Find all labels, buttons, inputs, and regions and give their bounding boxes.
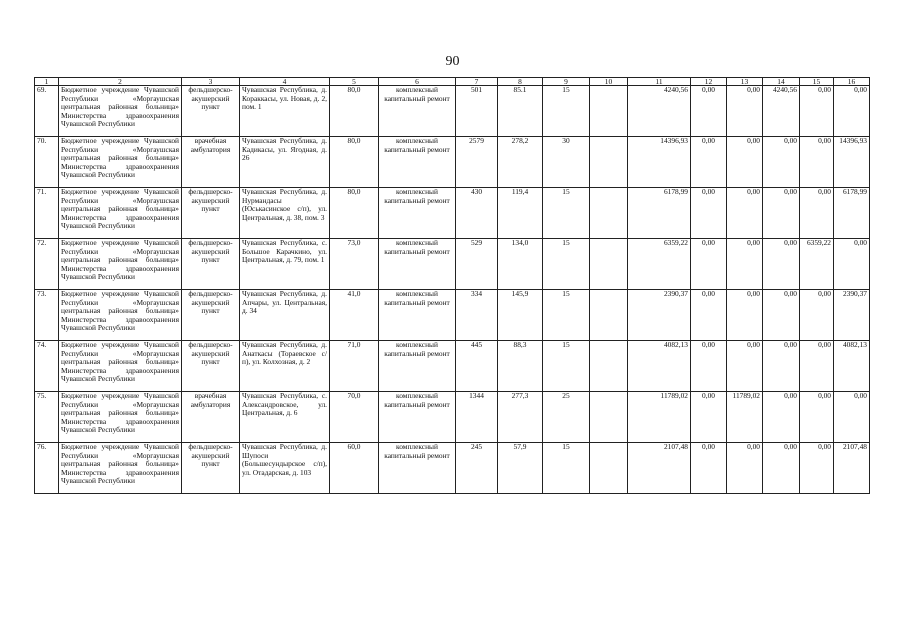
address-cell: Чувашская Республика, с. Большое Карачкино, ул. Центральная, д. 79, пом. 1 — [240, 239, 330, 290]
facility-type-cell: фельдшерско-акушерский пункт — [182, 86, 240, 137]
row-number: 71. — [35, 188, 59, 239]
work-type-cell: комплексный капитальный ремонт — [379, 392, 456, 443]
col16-cell: 0,00 — [834, 86, 870, 137]
column-header: 10 — [590, 78, 628, 86]
column-header: 9 — [543, 78, 590, 86]
col5-cell: 80,0 — [330, 86, 379, 137]
organization-cell: Бюджетное учреждение Чувашской Республики «Моргаушская центральная районная больница» Министерства здравоохранения Чувашской Республики — [59, 341, 182, 392]
table-row — [35, 239, 870, 290]
col16-cell: 2390,37 — [834, 290, 870, 341]
row-number: 75. — [35, 392, 59, 443]
col11-cell: 6178,99 — [628, 188, 691, 239]
col8-cell: 85.1 — [498, 86, 543, 137]
row-number: 69. — [35, 86, 59, 137]
table-body — [35, 86, 870, 494]
organization-cell: Бюджетное учреждение Чувашской Республики «Моргаушская центральная районная больница» Министерства здравоохранения Чувашской Республики — [59, 239, 182, 290]
col5-cell: 60,0 — [330, 443, 379, 494]
col16-cell: 6178,99 — [834, 188, 870, 239]
column-header: 5 — [330, 78, 379, 86]
col14-cell: 0,00 — [763, 239, 800, 290]
column-header: 13 — [727, 78, 763, 86]
column-header: 15 — [800, 78, 834, 86]
organization-cell: Бюджетное учреждение Чувашской Республики «Моргаушская центральная районная больница» Министерства здравоохранения Чувашской Республики — [59, 290, 182, 341]
row-number: 76. — [35, 443, 59, 494]
column-header: 16 — [834, 78, 870, 86]
col11-cell: 4240,56 — [628, 86, 691, 137]
col13-cell: 0,00 — [727, 239, 763, 290]
col14-cell: 0,00 — [763, 341, 800, 392]
col9-cell: 15 — [543, 341, 590, 392]
col10-cell — [590, 239, 628, 290]
col8-cell: 145,9 — [498, 290, 543, 341]
col5-cell: 80,0 — [330, 137, 379, 188]
col15-cell: 6359,22 — [800, 239, 834, 290]
col8-cell: 134,0 — [498, 239, 543, 290]
col14-cell: 4240,56 — [763, 86, 800, 137]
col8-cell: 278,2 — [498, 137, 543, 188]
row-number: 70. — [35, 137, 59, 188]
column-header: 4 — [240, 78, 330, 86]
col16-cell: 14396,93 — [834, 137, 870, 188]
work-type-cell: комплексный капитальный ремонт — [379, 443, 456, 494]
col14-cell: 0,00 — [763, 392, 800, 443]
col5-cell: 70,0 — [330, 392, 379, 443]
column-header: 7 — [456, 78, 498, 86]
col12-cell: 0,00 — [691, 290, 727, 341]
column-header: 3 — [182, 78, 240, 86]
facility-type-cell: врачебная амбулатория — [182, 392, 240, 443]
column-header: 2 — [59, 78, 182, 86]
col13-cell: 0,00 — [727, 341, 763, 392]
col14-cell: 0,00 — [763, 443, 800, 494]
address-cell: Чувашская Республика, д. Кораккасы, ул. Новая, д. 2, пом. 1 — [240, 86, 330, 137]
col7-cell: 445 — [456, 341, 498, 392]
col15-cell: 0,00 — [800, 188, 834, 239]
table-row — [35, 443, 870, 494]
row-number: 72. — [35, 239, 59, 290]
col5-cell: 41,0 — [330, 290, 379, 341]
page-number: 90 — [445, 54, 460, 69]
facility-type-cell: фельдшерско-акушерский пункт — [182, 341, 240, 392]
col11-cell: 2107,48 — [628, 443, 691, 494]
col16-cell: 0,00 — [834, 392, 870, 443]
column-header: 1 — [35, 78, 59, 86]
organization-cell: Бюджетное учреждение Чувашской Республики «Моргаушская центральная районная больница» Министерства здравоохранения Чувашской Республики — [59, 188, 182, 239]
work-type-cell: комплексный капитальный ремонт — [379, 86, 456, 137]
col14-cell: 0,00 — [763, 290, 800, 341]
col9-cell: 15 — [543, 239, 590, 290]
col11-cell: 2390,37 — [628, 290, 691, 341]
col13-cell: 0,00 — [727, 290, 763, 341]
col10-cell — [590, 443, 628, 494]
col10-cell — [590, 341, 628, 392]
col12-cell: 0,00 — [691, 239, 727, 290]
table-row — [35, 188, 870, 239]
table-header — [35, 78, 870, 86]
facility-type-cell: врачебная амбулатория — [182, 137, 240, 188]
row-number: 73. — [35, 290, 59, 341]
work-type-cell: комплексный капитальный ремонт — [379, 341, 456, 392]
organization-cell: Бюджетное учреждение Чувашской Республики «Моргаушская центральная районная больница» Министерства здравоохранения Чувашской Республики — [59, 443, 182, 494]
col7-cell: 245 — [456, 443, 498, 494]
address-cell: Чувашская Республика, д. Апчары, ул. Центральная, д. 34 — [240, 290, 330, 341]
facility-type-cell: фельдшерско-акушерский пункт — [182, 290, 240, 341]
col5-cell: 71,0 — [330, 341, 379, 392]
organization-cell: Бюджетное учреждение Чувашской Республики «Моргаушская центральная районная больница» Министерства здравоохранения Чувашской Республики — [59, 137, 182, 188]
col7-cell: 334 — [456, 290, 498, 341]
col12-cell: 0,00 — [691, 188, 727, 239]
organization-cell: Бюджетное учреждение Чувашской Республики «Моргаушская центральная районная больница» Министерства здравоохранения Чувашской Республики — [59, 392, 182, 443]
work-type-cell: комплексный капитальный ремонт — [379, 239, 456, 290]
facility-table — [34, 77, 870, 494]
address-cell: Чувашская Республика, д. Анаткасы (Тораевское с/п), ул. Колхозная, д. 2 — [240, 341, 330, 392]
col12-cell: 0,00 — [691, 392, 727, 443]
column-header: 8 — [498, 78, 543, 86]
col16-cell: 2107,48 — [834, 443, 870, 494]
col5-cell: 73,0 — [330, 239, 379, 290]
col15-cell: 0,00 — [800, 137, 834, 188]
column-header: 14 — [763, 78, 800, 86]
col16-cell: 0,00 — [834, 239, 870, 290]
col15-cell: 0,00 — [800, 290, 834, 341]
col16-cell: 4082,13 — [834, 341, 870, 392]
column-header: 12 — [691, 78, 727, 86]
address-cell: Чувашская Республика, д. Шупоси (Большесундырское с/п), ул. Отадарская, д. 103 — [240, 443, 330, 494]
col11-cell: 6359,22 — [628, 239, 691, 290]
col12-cell: 0,00 — [691, 341, 727, 392]
col11-cell: 11789,02 — [628, 392, 691, 443]
col10-cell — [590, 188, 628, 239]
row-number: 74. — [35, 341, 59, 392]
col7-cell: 1344 — [456, 392, 498, 443]
address-cell: Чувашская Республика, д. Нурмандасы (Юськасинское с/п), ул. Центральная, д. 38, пом. 3 — [240, 188, 330, 239]
col7-cell: 501 — [456, 86, 498, 137]
col13-cell: 11789,02 — [727, 392, 763, 443]
col9-cell: 15 — [543, 290, 590, 341]
col9-cell: 15 — [543, 188, 590, 239]
col5-cell: 80,0 — [330, 188, 379, 239]
column-header: 11 — [628, 78, 691, 86]
col7-cell: 529 — [456, 239, 498, 290]
table-row — [35, 341, 870, 392]
col7-cell: 430 — [456, 188, 498, 239]
col13-cell: 0,00 — [727, 443, 763, 494]
col8-cell: 277,3 — [498, 392, 543, 443]
col10-cell — [590, 290, 628, 341]
col12-cell: 0,00 — [691, 86, 727, 137]
col7-cell: 2579 — [456, 137, 498, 188]
table-row — [35, 290, 870, 341]
table-row — [35, 392, 870, 443]
col13-cell: 0,00 — [727, 137, 763, 188]
col15-cell: 0,00 — [800, 443, 834, 494]
col10-cell — [590, 137, 628, 188]
col8-cell: 119,4 — [498, 188, 543, 239]
col15-cell: 0,00 — [800, 341, 834, 392]
table-row — [35, 86, 870, 137]
col9-cell: 15 — [543, 86, 590, 137]
col12-cell: 0,00 — [691, 137, 727, 188]
col10-cell — [590, 86, 628, 137]
work-type-cell: комплексный капитальный ремонт — [379, 188, 456, 239]
facility-type-cell: фельдшерско-акушерский пункт — [182, 443, 240, 494]
header-row — [35, 78, 870, 86]
work-type-cell: комплексный капитальный ремонт — [379, 137, 456, 188]
col15-cell: 0,00 — [800, 86, 834, 137]
col9-cell: 25 — [543, 392, 590, 443]
work-type-cell: комплексный капитальный ремонт — [379, 290, 456, 341]
col8-cell: 88,3 — [498, 341, 543, 392]
address-cell: Чувашская Республика, с. Александровское, ул. Центральная, д. 6 — [240, 392, 330, 443]
col13-cell: 0,00 — [727, 188, 763, 239]
col10-cell — [590, 392, 628, 443]
col11-cell: 14396,93 — [628, 137, 691, 188]
col14-cell: 0,00 — [763, 188, 800, 239]
col13-cell: 0,00 — [727, 86, 763, 137]
facility-type-cell: фельдшерско-акушерский пункт — [182, 188, 240, 239]
table-row — [35, 137, 870, 188]
col9-cell: 15 — [543, 443, 590, 494]
address-cell: Чувашская Республика, д. Кадикасы, ул. Ягодная, д. 26 — [240, 137, 330, 188]
col11-cell: 4082,13 — [628, 341, 691, 392]
col9-cell: 30 — [543, 137, 590, 188]
col8-cell: 57,9 — [498, 443, 543, 494]
col12-cell: 0,00 — [691, 443, 727, 494]
facility-type-cell: фельдшерско-акушерский пункт — [182, 239, 240, 290]
col14-cell: 0,00 — [763, 137, 800, 188]
col15-cell: 0,00 — [800, 392, 834, 443]
column-header: 6 — [379, 78, 456, 86]
organization-cell: Бюджетное учреждение Чувашской Республики «Моргаушская центральная районная больница» Министерства здравоохранения Чувашской Республики — [59, 86, 182, 137]
